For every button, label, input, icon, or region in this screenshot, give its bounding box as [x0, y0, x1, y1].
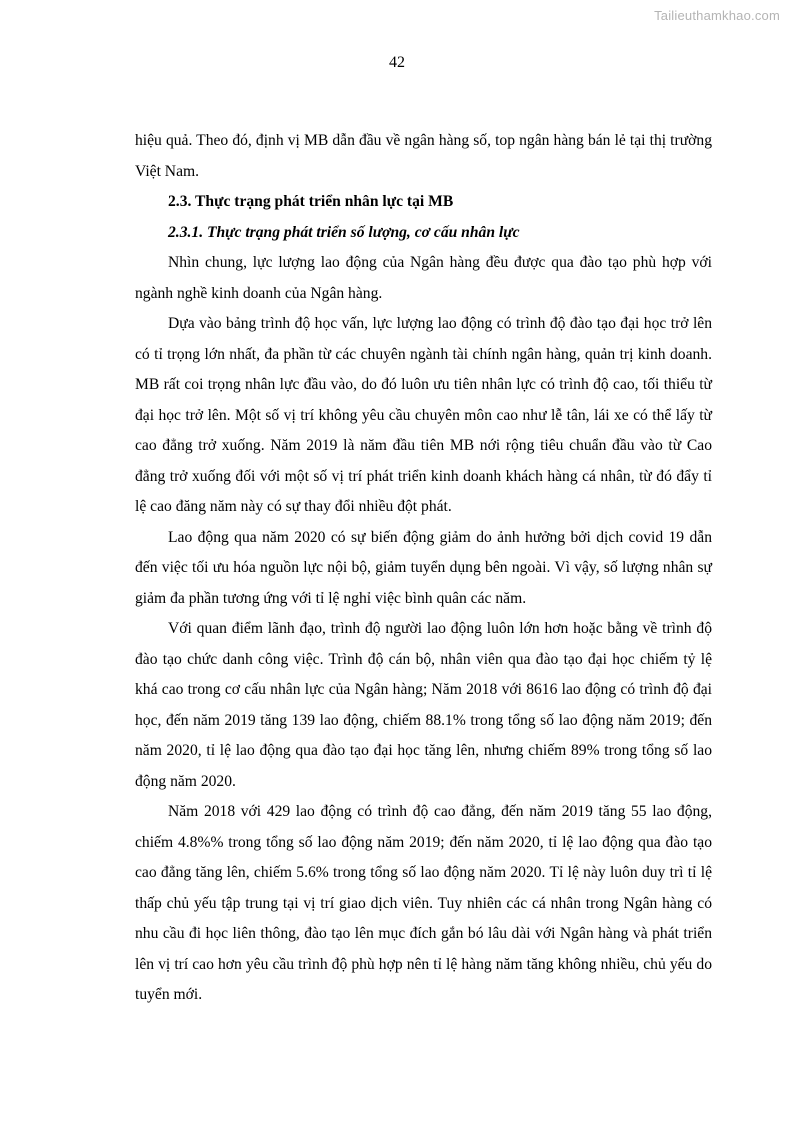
paragraph-continuation: hiệu quả. Theo đó, định vị MB dẫn đầu về ngân hàng số, top ngân hàng bán lẻ tại thị trường Việt Nam. [135, 132, 712, 180]
paragraph: Với quan điểm lãnh đạo, trình độ người lao động luôn lớn hơn hoặc bằng về trình độ đào tạo chức danh công việc. Trình độ cán bộ, nhân viên qua đào tạo đại học chiếm tỷ lệ khá cao trong cơ cấu nhân lực của Ngân hàng; Năm 2018 với 8616 lao động có trình độ đại học, đến năm 2019 tăng 139 lao động, chiếm 88.1% trong tổng số lao động năm 2019; đến năm 2020, tỉ lệ lao động qua đào tạo đại học tăng lên, nhưng chiếm 89% trong tổng số lao động năm 2020. [135, 620, 712, 790]
subsection-heading: 2.3.1. Thực trạng phát triển số lượng, cơ cấu nhân lực [168, 223, 520, 241]
page-number: 42 [389, 54, 405, 71]
watermark-text: Tailieuthamkhao.com [654, 8, 780, 23]
paragraph: Năm 2018 với 429 lao động có trình độ cao đẳng, đến năm 2019 tăng 55 lao động, chiếm 4.8%% trong tổng số lao động năm 2019; đến năm 2020, tỉ lệ lao động qua đào tạo cao đẳng tăng lên, chiếm 5.6% trong tổng số lao động năm 2020. Tỉ lệ này luôn duy trì tỉ lệ thấp chủ yếu tập trung tại vị trí giao dịch viên. Tuy nhiên các cá nhân trong Ngân hàng có nhu cầu đi học liên thông, đào tạo lên mục đích gắn bó lâu dài với Ngân hàng và phát triển lên vị trí cao hơn yêu cầu trình độ phù hợp nên tỉ lệ hàng năm tăng không nhiều, chủ yếu do tuyển mới. [135, 803, 712, 1003]
paragraph: Lao động qua năm 2020 có sự biến động giảm do ảnh hưởng bởi dịch covid 19 dẫn đến việc tối ưu hóa nguồn lực nội bộ, giảm tuyển dụng bên ngoài. Vì vậy, số lượng nhân sự giảm đa phần tương ứng với tỉ lệ nghỉ việc bình quân các năm. [135, 528, 712, 607]
paragraph: Nhìn chung, lực lượng lao động của Ngân hàng đều được qua đào tạo phù hợp với ngành nghề kinh doanh của Ngân hàng. [135, 254, 712, 302]
section-heading: 2.3. Thực trạng phát triển nhân lực tại MB [168, 193, 454, 210]
document-content [135, 126, 712, 1011]
paragraph: Dựa vào bảng trình độ học vấn, lực lượng lao động có trình độ đào tạo đại học trở lên có tỉ trọng lớn nhất, đa phần từ các chuyên ngành tài chính ngân hàng, quản trị kinh doanh. MB rất coi trọng nhân lực đầu vào, do đó luôn ưu tiên nhân lực có trình độ cao, tối thiểu từ đại học trở lên. Một số vị trí không yêu cầu chuyên môn cao như lễ tân, lái xe có thể lấy từ cao đẳng trở xuống. Năm 2019 là năm đầu tiên MB nới rộng tiêu chuẩn đầu vào từ Cao đẳng trở xuống đối với một số vị trí phát triển kinh doanh khách hàng cá nhân, từ đó đẩy tỉ lệ cao đăng năm này có sự thay đổi nhiều đột phát. [135, 315, 712, 515]
